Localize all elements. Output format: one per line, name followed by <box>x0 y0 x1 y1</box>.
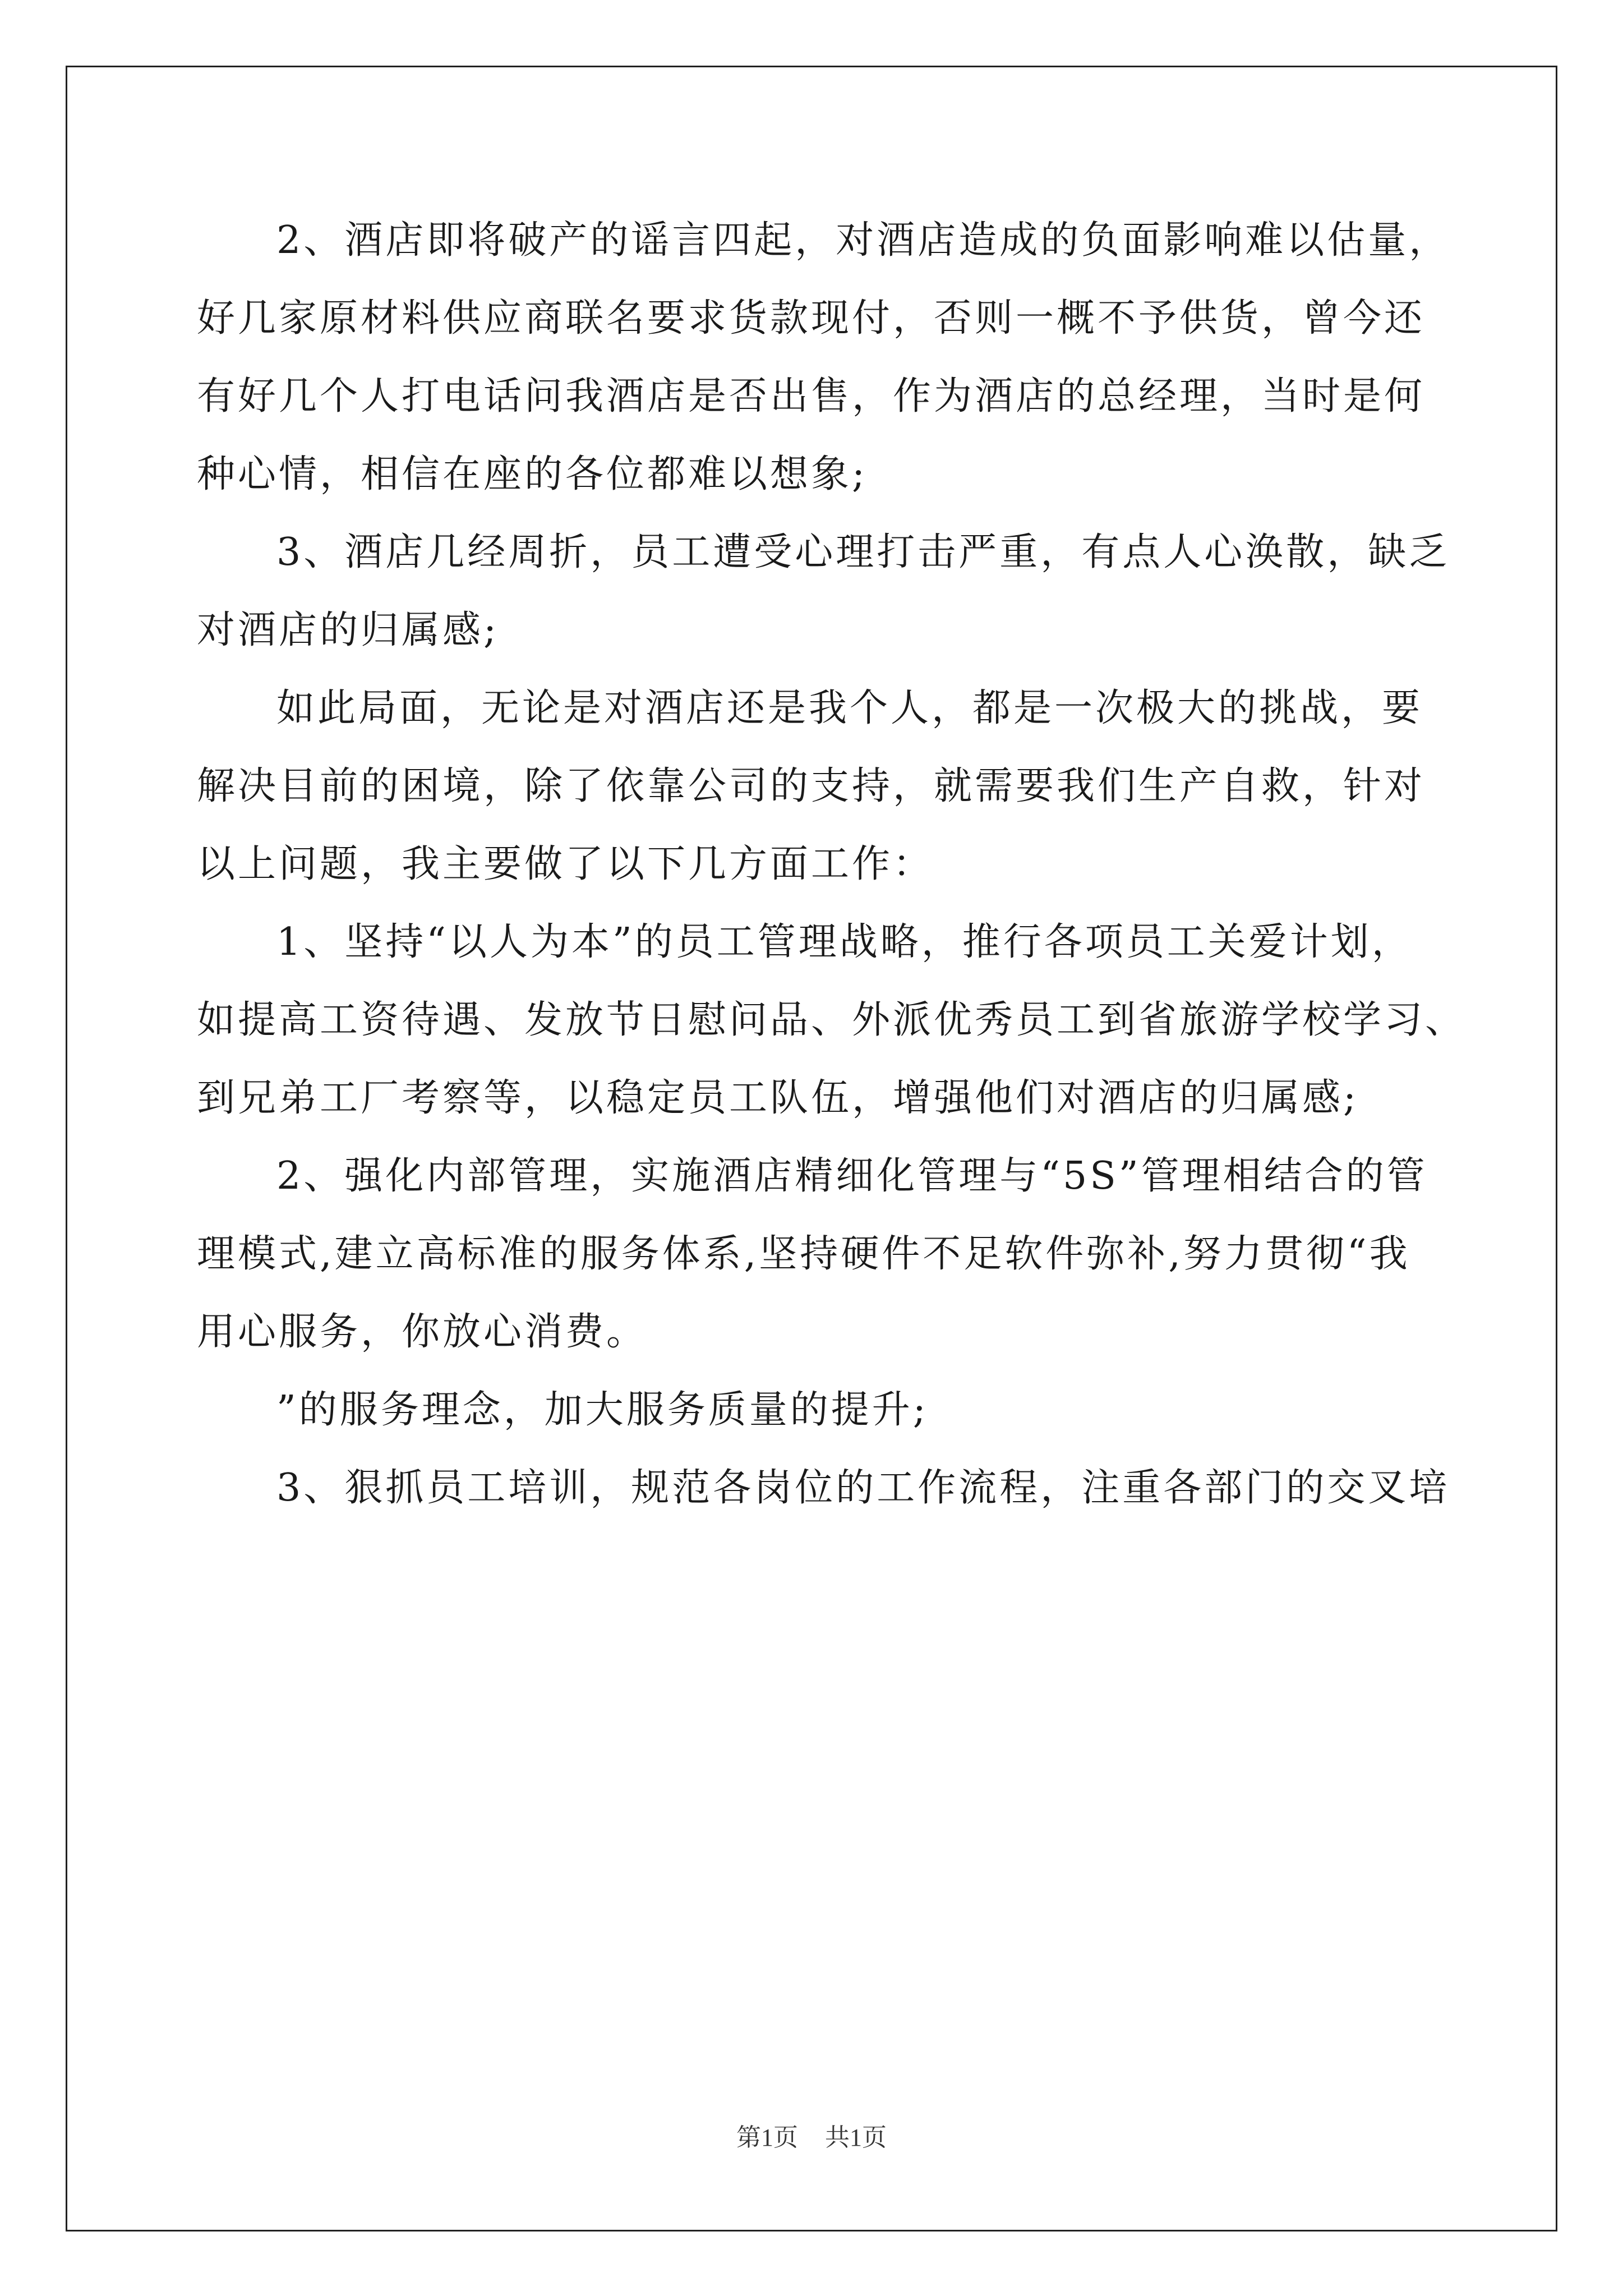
text-line-15: 用心服务，你放心消费。 <box>197 1310 648 1354</box>
page-total: 共1页 <box>825 2124 887 2151</box>
text-line-10: 1、坚持“以人为本”的员工管理战略，推行各项员工关爱计划， <box>276 920 1413 964</box>
text-line-3: 有好几个人打电话问我酒店是否出售，作为酒店的总经理，当时是何 <box>197 374 1426 418</box>
text-line-11: 如提高工资待遇、发放节日慰问品、外派优秀员工到省旅游学校学习、 <box>197 998 1467 1042</box>
text-line-8: 解决目前的困境，除了依靠公司的支持，就需要我们生产自救，针对 <box>197 764 1426 808</box>
text-line-7: 如此局面，无论是对酒店还是我个人，都是一次极大的挑战，要 <box>276 686 1423 730</box>
text-line-17: 3、狠抓员工培训，规范各岗位的工作流程，注重各部门的交叉培 <box>276 1466 1450 1510</box>
page-footer <box>0 2122 1623 2154</box>
text-line-9: 以上问题，我主要做了以下几方面工作： <box>197 842 934 886</box>
page-number: 第1页 <box>736 2124 798 2151</box>
text-line-1: 2、酒店即将破产的谣言四起，对酒店造成的负面影响难以估量， <box>276 218 1450 263</box>
text-line-13: 2、强化内部管理，实施酒店精细化管理与“5S”管理相结合的管 <box>276 1154 1428 1198</box>
text-line-12: 到兄弟工厂考察等，以稳定员工队伍，增强他们对酒店的归属感; <box>197 1076 1359 1120</box>
text-line-2: 好几家原材料供应商联名要求货款现付，否则一概不予供货，曾今还 <box>197 296 1426 341</box>
text-line-4: 种心情，相信在座的各位都难以想象; <box>197 452 868 496</box>
text-line-6: 对酒店的归属感; <box>197 608 499 652</box>
text-line-14: 理模式,建立高标准的服务体系,坚持硬件不足软件弥补,努力贯彻“我 <box>197 1232 1410 1276</box>
text-line-16: ”的服务理念，加大服务质量的提升; <box>276 1388 929 1432</box>
text-line-5: 3、酒店几经周折，员工遭受心理打击严重，有点人心涣散，缺乏 <box>276 530 1450 574</box>
